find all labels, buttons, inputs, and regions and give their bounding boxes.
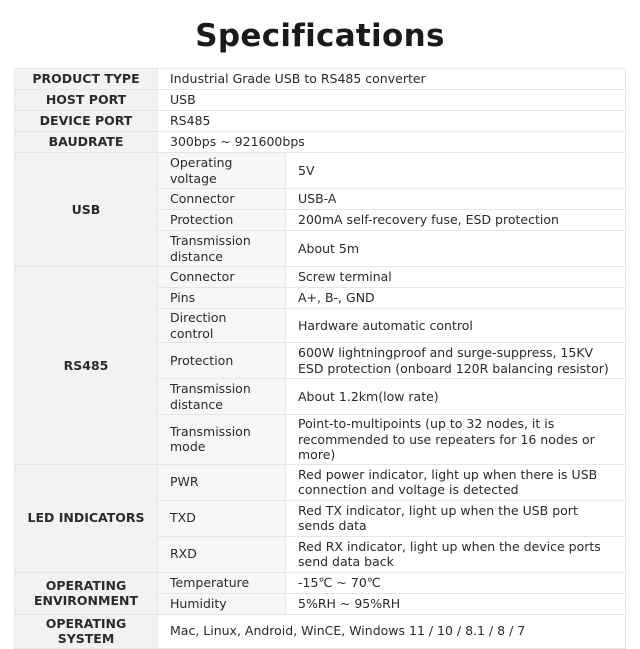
spec-name: Connector [158,189,286,210]
spec-value: Red power indicator, light up when there is USB connection and voltage is detected [286,464,626,500]
spec-name: Pins [158,288,286,309]
specifications-table [14,68,626,649]
spec-name: Protection [158,210,286,231]
spec-name: TXD [158,500,286,536]
spec-value: USB-A [286,189,626,210]
spec-name: Operating voltage [158,153,286,189]
row-value-operating-system: Mac, Linux, Android, WinCE, Windows 11 / 10 / 8.1 / 8 / 7 [158,614,626,648]
group-label-led-indicators: LED INDICATORS [15,464,158,572]
table-row [15,267,626,288]
group-label-rs485: RS485 [15,267,158,465]
spec-name: Protection [158,343,286,379]
spec-value: Point-to-multipoints (up to 32 nodes, it is recommended to use repeaters for 16 nodes or more) [286,415,626,465]
table-row [15,132,626,153]
spec-name: Transmission distance [158,379,286,415]
row-label-product-type: PRODUCT TYPE [15,69,158,90]
row-value-baudrate: 300bps ~ 921600bps [158,132,626,153]
spec-value: 5%RH ~ 95%RH [286,593,626,614]
row-label-device-port: DEVICE PORT [15,111,158,132]
row-value-product-type: Industrial Grade USB to RS485 converter [158,69,626,90]
table-row [15,614,626,648]
spec-value: 600W lightningproof and surge-suppress, 15KV ESD protection (onboard 120R balancing resistor) [286,343,626,379]
table-row [15,90,626,111]
spec-value: 200mA self-recovery fuse, ESD protection [286,210,626,231]
spec-name: Temperature [158,572,286,593]
group-label-operating-environment: OPERATING ENVIRONMENT [15,572,158,614]
table-row [15,464,626,500]
spec-value: About 1.2km(low rate) [286,379,626,415]
spec-name: PWR [158,464,286,500]
spec-name: Transmission distance [158,231,286,267]
spec-name: Transmission mode [158,415,286,465]
spec-value: Red TX indicator, light up when the USB port sends data [286,500,626,536]
spec-value: Hardware automatic control [286,309,626,343]
spec-name: Humidity [158,593,286,614]
spec-value: 5V [286,153,626,189]
row-label-host-port: HOST PORT [15,90,158,111]
spec-value: Screw terminal [286,267,626,288]
row-label-operating-system: OPERATING SYSTEM [15,614,158,648]
table-row [15,111,626,132]
row-value-host-port: USB [158,90,626,111]
spec-value: About 5m [286,231,626,267]
row-value-device-port: RS485 [158,111,626,132]
spec-name: RXD [158,536,286,572]
spec-value: Red RX indicator, light up when the device ports send data back [286,536,626,572]
spec-name: Direction control [158,309,286,343]
page-title: Specifications [195,18,445,54]
table-row [15,153,626,189]
group-label-usb: USB [15,153,158,267]
table-row [15,69,626,90]
spec-value: -15℃ ~ 70℃ [286,572,626,593]
row-label-baudrate: BAUDRATE [15,132,158,153]
table-row [15,572,626,593]
spec-value: A+, B-, GND [286,288,626,309]
spec-name: Connector [158,267,286,288]
